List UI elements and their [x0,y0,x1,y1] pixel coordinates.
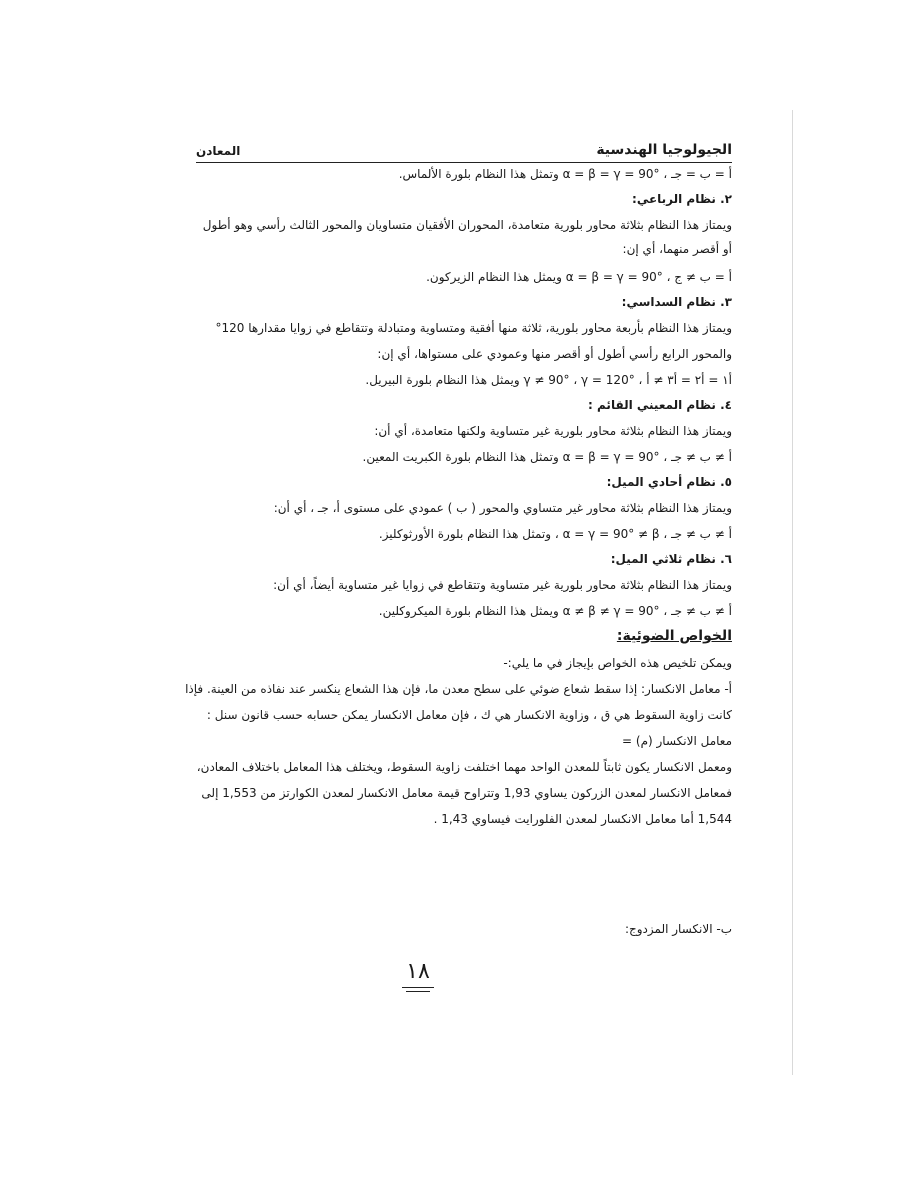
document-page [185,140,732,936]
tetragonal-formula-line: أ = ب ≠ ج ، α = β = γ = 90° ويمثل هذا النظام الزيركون. [426,270,732,284]
hexagonal-desc-2: والمحور الرابع رأسي أطول أو أقصر منها وعمودي على مستواها، أي إن: [377,347,732,361]
hexagonal-formula-line: أ١ = أ٢ = أ٣ ≠ أ ، γ ≠ 90° ، γ = 120° ويمثل هذا النظام بلورة البيريل. [365,373,732,387]
optical-intro: ويمكن تلخيص هذه الخواص بإيجاز في ما يلي:- [503,656,732,670]
page-number-underline-2 [406,991,430,992]
optical-properties-heading: الخواص الضوئية: [616,628,732,644]
double-refraction-heading: ب- الانكسار المزدوج: [624,922,732,936]
orthorhombic-heading: ٤. نظام المعيني القائم : [588,398,732,412]
monoclinic-desc: ويمتاز هذا النظام بثلاثة محاور غير متساوي والمحور ( ب ) عمودي على مستوى أ، جـ ، أي أن: [273,501,732,515]
refraction-formula: معامل الانكسار (م) = [622,734,732,748]
page-header [196,140,732,163]
book-title: الجيولوجيا الهندسية [596,142,732,158]
hexagonal-heading: ٣. نظام السداسي: [621,295,732,309]
monoclinic-heading: ٥. نظام أحادي الميل: [606,475,732,489]
page-number-text: ١٨ [406,959,430,984]
tetragonal-desc-1: ويمتاز هذا النظام بثلاثة محاور بلورية متعامدة، المحوران الأفقيان متساويان والمحور الثالث رأسي وهو أطول [202,218,732,232]
triclinic-heading: ٦. نظام ثلاثي الميل: [610,552,732,566]
cubic-formula-line: أ = ب = جـ ، α = β = γ = 90° وتمثل هذا النظام بلورة الألماس. [398,167,732,181]
triclinic-desc: ويمتاز هذا النظام بثلاثة محاور بلورية غير متساوية وتتقاطع في زوايا غير متساوية أيضاً، أي أن: [273,578,732,592]
refraction-desc-1: أ- معامل الانكسار: إذا سقط شعاع ضوئي على سطح معدن ما، فإن هذا الشعاع ينكسر عند نفاذه من العينة. فإذا [185,682,732,696]
orthorhombic-desc: ويمتاز هذا النظام بثلاثة محاور بلورية غير متساوية ولكنها متعامدة، أي أن: [374,424,732,438]
orthorhombic-formula-line: أ ≠ ب ≠ جـ ، α = β = γ = 90° وتمثل هذا النظام بلورة الكبريت المعين. [362,450,732,464]
page-edge-shadow [792,110,793,1075]
hexagonal-desc-1: ويمتاز هذا النظام بأربعة محاور بلورية، ثلاثة منها أفقية ومتساوية ومتبادلة وتتقاطع في زوايا مقدارها 120° [215,321,732,335]
monoclinic-formula-line: أ ≠ ب ≠ جـ ، α = γ = 90° ≠ β ، وتمثل هذا النظام بلورة الأورثوكليز. [378,527,732,541]
refraction-values-3: 1,544 أما معامل الانكسار لمعدن الفلورايت فيساوي 1,43 . [433,812,732,826]
page-number [400,960,436,992]
refraction-values-1: ومعمل الانكسار يكون ثابتاً للمعدن الواحد مهما اختلفت زاوية السقوط، ويختلف هذا المعامل باختلاف المعادن، [196,760,732,774]
triclinic-formula-line: أ ≠ ب ≠ جـ ، α ≠ β ≠ γ = 90° ويمثل هذا النظام بلورة الميكروكلين. [378,604,732,618]
tetragonal-desc-2: أو أقصر منهما، أي إن: [622,242,732,256]
chapter-title: المعادن [196,144,241,158]
tetragonal-heading: ٢. نظام الرباعي: [632,192,732,206]
refraction-desc-2: كانت زاوية السقوط هي ق ، وزاوية الانكسار هي ك ، فإن معامل الانكسار يمكن حسابه حسب قانون سنل : [206,708,732,722]
page-number-underline [402,987,434,988]
refraction-values-2: فمعامل الانكسار لمعدن الزركون يساوي 1,93 وتتراوح قيمة معامل الانكسار لمعدن الكوارتز من 1,553 إلى [201,786,732,800]
